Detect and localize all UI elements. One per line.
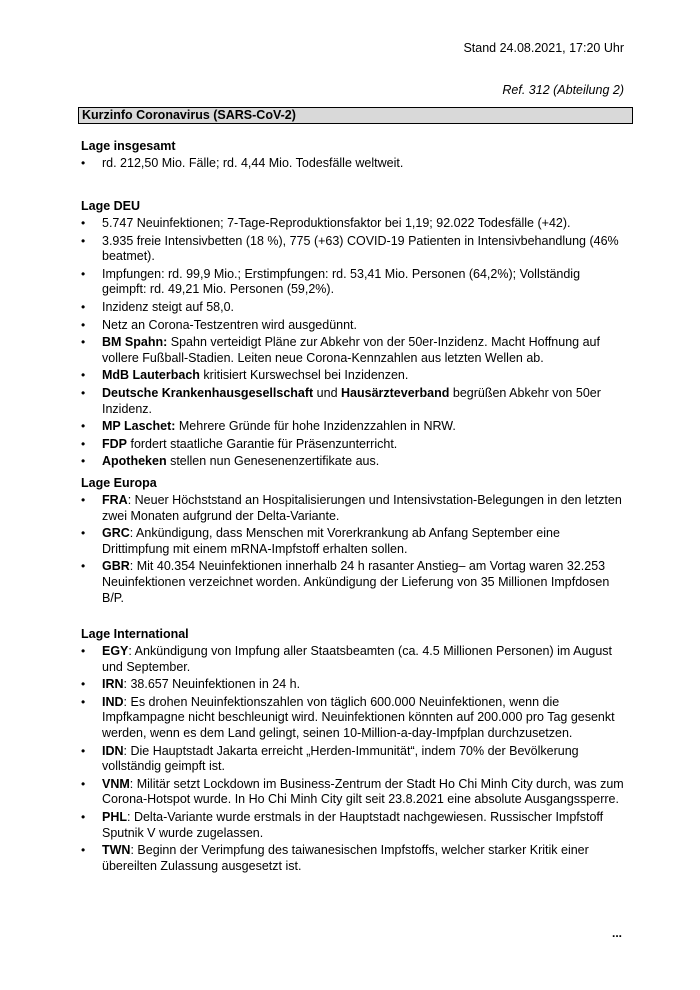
bullet-text: und <box>313 385 342 400</box>
bullet-item <box>81 300 626 316</box>
bullet-item <box>81 454 626 470</box>
section-heading: Lage DEU <box>81 199 141 213</box>
bullet-bold-lead: IRN <box>102 677 124 692</box>
bullet-bold-lead: FDP <box>102 436 127 451</box>
bullet-item <box>81 156 626 172</box>
page-title: Kurzinfo Coronavirus (SARS-CoV-2) <box>78 107 633 124</box>
bullet-text: Inzidenz steigt auf 58,0. <box>102 299 235 314</box>
bullet-text: : Ankündigung von Impfung aller Staatsbeamten (ca. 4.5 Millionen Personen) im August und September. <box>102 644 613 674</box>
bullet-text: : Es drohen Neuinfektionszahlen von täglich 600.000 Neuinfektionen, wenn die Impfkampagne nicht beschleunigt wird. Neuinfektionen könnten auf 200.000 pro Tag gesenkt werden, wenn es dem Land gelingt, seinen 10-Million-a-day-Impfplan durchzusetzen. <box>102 694 615 740</box>
bullet-text: fordert staatliche Garantie für Präsenzunterricht. <box>127 436 398 451</box>
bullet-text: Impfungen: rd. 99,9 Mio.; Erstimpfungen: rd. 53,41 Mio. Personen (64,2%); Vollständig geimpft: rd. 49,21 Mio. Personen (59,2%). <box>102 266 581 297</box>
bullet-item <box>81 386 626 417</box>
bullet-bold-lead: Apotheken <box>102 454 167 469</box>
bullet-text: 3.935 freie Intensivbetten (18 %), 775 (+63) COVID-19 Patienten in Intensivbehandlung (46% beatmet). <box>102 233 619 264</box>
bullet-text: : Militär setzt Lockdown im Business-Zentrum der Stadt Ho Chi Minh City durch, was zum Corona-Hotspot wurde. In Ho Chi Minh City gilt seit 23.8.2021 eine absolute Ausgangssperre. <box>102 776 624 807</box>
bullet-item <box>81 267 626 298</box>
bullet-item <box>81 234 626 265</box>
bullet-bold-lead: IDN <box>102 743 124 758</box>
section-heading: Lage International <box>81 627 189 641</box>
bullet-item <box>81 559 626 606</box>
bullet-text-secondary: begrüßen Abkehr von 50er Inzidenz. <box>102 385 601 416</box>
bullet-text: Spahn verteidigt Pläne zur Abkehr von der 50er-Inzidenz. Macht Hoffnung auf vollere Fußball-Stadien. Leiten neue Corona-Kennzahlen aus letzten Wellen ab. <box>102 335 600 365</box>
bullet-list <box>81 156 626 172</box>
bullet-text: kritisiert Kurswechsel bei Inzidenzen. <box>199 368 409 383</box>
bullet-bold-lead: MdB Lauterbach <box>102 368 200 383</box>
bullet-item <box>81 493 626 524</box>
bullet-bold-secondary: Hausärzteverband <box>341 385 450 400</box>
bullet-bold-lead: GBR <box>102 559 130 574</box>
bullet-item <box>81 644 626 675</box>
bullet-bold-lead: IND <box>102 694 124 709</box>
reference-label: Ref. 312 (Abteilung 2) <box>502 83 624 97</box>
bullet-list <box>81 216 626 470</box>
section-heading: Lage Europa <box>81 476 157 490</box>
bullet-item <box>81 419 626 435</box>
bullet-text: : Delta-Variante wurde erstmals in der Hauptstadt nachgewiesen. Russischer Impfstoff Sputnik V wurde zugelassen. <box>102 809 604 840</box>
date-stamp: Stand 24.08.2021, 17:20 Uhr <box>463 41 624 55</box>
bullet-bold-lead: PHL <box>102 809 127 824</box>
bullet-list <box>81 644 626 874</box>
bullet-bold-lead: GRC <box>102 526 130 541</box>
continuation-marker: ... <box>612 926 623 940</box>
bullet-item <box>81 677 626 693</box>
bullet-item <box>81 437 626 453</box>
bullet-list <box>81 493 626 606</box>
bullet-bold-lead: FRA <box>102 493 128 507</box>
bullet-item <box>81 744 626 775</box>
bullet-bold-lead: MP Laschet: <box>102 419 176 434</box>
bullet-text: stellen nun Genesenenzertifikate aus. <box>166 454 380 469</box>
bullet-text: : Mit 40.354 Neuinfektionen innerhalb 24 h rasanter Anstieg– am Vortag waren 32.253 Neuinfektionen verzeichnet worden. Ankündigung der Lieferung von 35 Millionen Impfdosen B/P. <box>102 559 610 605</box>
bullet-item <box>81 368 626 384</box>
section-heading: Lage insgesamt <box>81 139 176 153</box>
bullet-text: 5.747 Neuinfektionen; 7-Tage-Reproduktionsfaktor bei 1,19; 92.022 Todesfälle (+42). <box>102 216 571 230</box>
bullet-text: Netz an Corona-Testzentren wird ausgedünnt. <box>102 317 358 332</box>
bullet-bold-lead: Deutsche Krankenhausgesellschaft <box>102 385 314 400</box>
bullet-text: : 38.657 Neuinfektionen in 24 h. <box>123 677 301 692</box>
bullet-item <box>81 526 626 557</box>
bullet-bold-lead: VNM <box>102 776 130 791</box>
bullet-item <box>81 810 626 841</box>
bullet-item <box>81 318 626 334</box>
bullet-item <box>81 695 626 742</box>
section-lage-insgesamt <box>81 138 626 174</box>
bullet-text: rd. 212,50 Mio. Fälle; rd. 4,44 Mio. Todesfälle weltweit. <box>102 156 404 170</box>
bullet-item <box>81 335 626 366</box>
section-lage-international <box>81 626 626 876</box>
bullet-item <box>81 777 626 808</box>
bullet-bold-lead: TWN <box>102 843 131 858</box>
section-lage-deu <box>81 198 626 472</box>
bullet-text: : Beginn der Verimpfung des taiwanesischen Impfstoffs, welcher starker Kritik einer übereilten Zulassung ausgesetzt ist. <box>102 843 589 873</box>
bullet-text: Mehrere Gründe für hohe Inzidenzzahlen in NRW. <box>175 419 456 434</box>
section-lage-europa <box>81 475 626 608</box>
bullet-text: : Neuer Höchststand an Hospitalisierungen und Intensivstation-Belegungen in den letzten zwei Monaten aufgrund der Delta-Variante. <box>102 493 622 523</box>
bullet-item <box>81 216 626 232</box>
bullet-bold-lead: BM Spahn: <box>102 335 168 350</box>
bullet-text: : Die Hauptstadt Jakarta erreicht „Herden-Immunität“, indem 70% der Bevölkerung vollständig geimpft ist. <box>102 743 579 774</box>
bullet-text: : Ankündigung, dass Menschen mit Vorerkrankung ab Anfang September eine Drittimpfung mit einem mRNA-Impfstoff erhalten sollen. <box>102 526 560 556</box>
bullet-item <box>81 843 626 874</box>
bullet-bold-lead: EGY <box>102 644 129 658</box>
